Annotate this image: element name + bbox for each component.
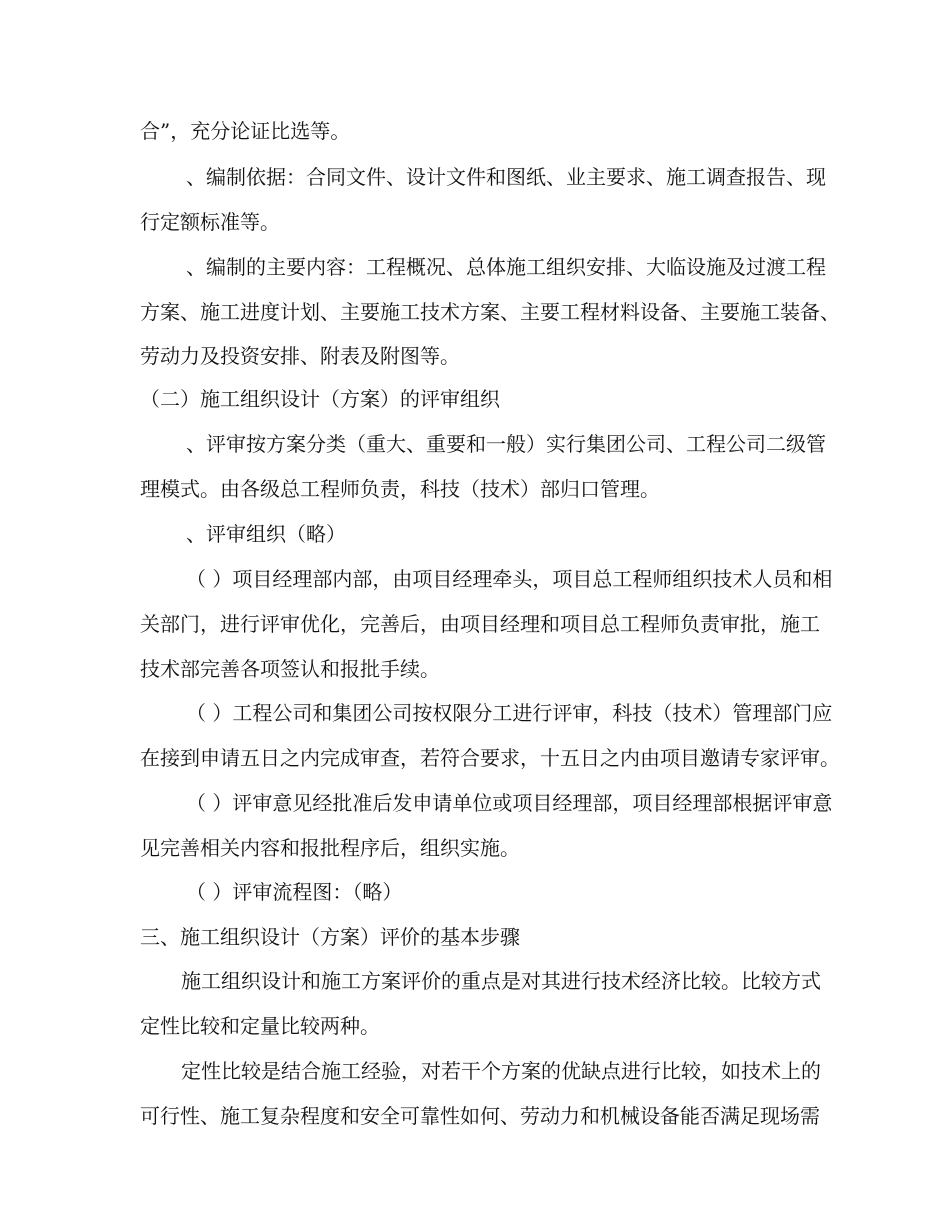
- text-line-review-item: 、评审按方案分类（重大、重要和一般）实行集团公司、工程公司二级管: [186, 432, 826, 456]
- section-heading-review-organization: （二）施工组织设计（方案）的评审组织: [140, 387, 500, 411]
- text-line: 理模式。由各级总工程师负责，科技（技术）部归口管理。: [140, 477, 660, 501]
- text-line: 行定额标准等。: [140, 210, 280, 234]
- text-line-basis-item: 、编制依据：合同文件、设计文件和图纸、业主要求、施工调查报告、现: [186, 165, 826, 189]
- text-line-paragraph-start: 定性比较是结合施工经验，对若干个方案的优缺点进行比较，如技术上的: [181, 1059, 821, 1083]
- text-line-subitem: （ ）工程公司和集团公司按权限分工进行评审，科技（技术）管理部门应: [186, 701, 833, 725]
- text-line: 定性比较和定量比较两种。: [140, 1014, 380, 1038]
- text-line-subitem: （ ）项目经理部内部，由项目经理牵头，项目总工程师组织技术人员和相: [186, 567, 833, 591]
- text-line: 关部门，进行评审优化，完善后，由项目经理和项目总工程师负责审批，施工: [140, 612, 820, 636]
- text-line-subitem: （ ）评审意见经批准后发申请单位或项目经理部，项目经理部根据评审意: [186, 791, 833, 815]
- text-line-review-org-item: 、评审组织（略）: [186, 522, 346, 546]
- text-line: 见完善相关内容和报批程序后，组织实施。: [140, 836, 520, 860]
- text-line: 技术部完善各项签认和报批手续。: [140, 657, 440, 681]
- text-line: 劳动力及投资安排、附表及附图等。: [140, 344, 460, 368]
- text-line: 在接到申请五日之内完成审查，若符合要求，十五日之内由项目邀请专家评审。: [140, 746, 840, 770]
- text-line-subitem: （ ）评审流程图：（略）: [186, 880, 403, 904]
- text-line-content-item: 、编制的主要内容：工程概况、总体施工组织安排、大临设施及过渡工程: [186, 255, 826, 279]
- section-heading-evaluation-steps: 三、施工组织设计（方案）评价的基本步骤: [140, 925, 520, 949]
- text-line-paragraph-start: 施工组织设计和施工方案评价的重点是对其进行技术经济比较。比较方式: [181, 969, 821, 993]
- text-line: 可行性、施工复杂程度和安全可靠性如何、劳动力和机械设备能否满足现场需: [140, 1104, 820, 1128]
- text-line-continuation: 合”，充分论证比选等。: [140, 119, 351, 143]
- text-line: 方案、施工进度计划、主要施工技术方案、主要工程材料设备、主要施工装备、: [140, 300, 840, 324]
